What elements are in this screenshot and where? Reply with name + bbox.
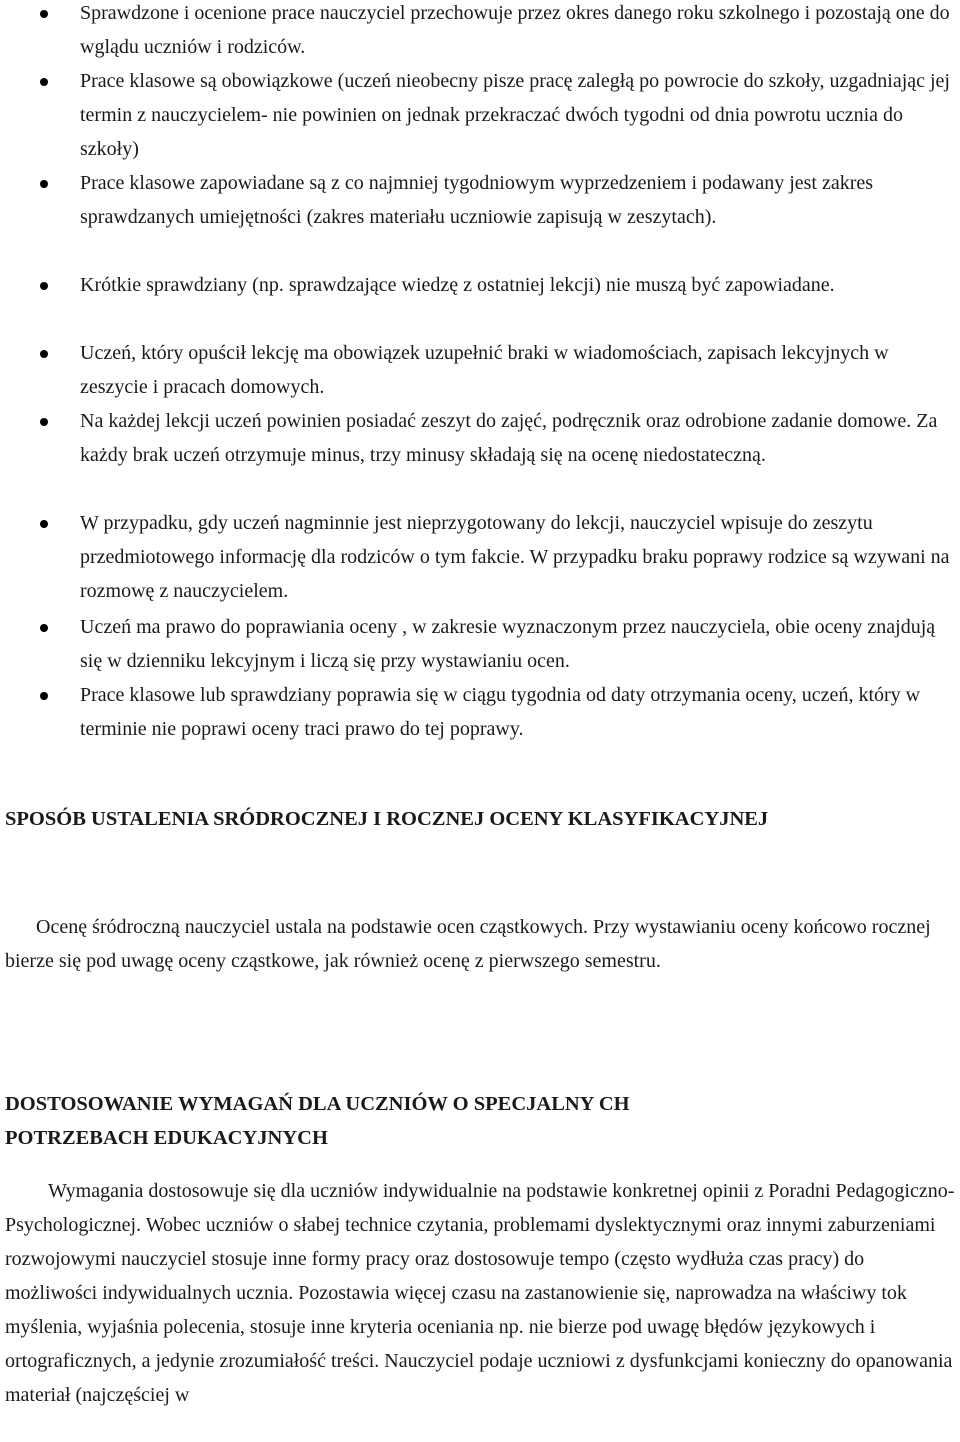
bullet-icon bbox=[40, 282, 48, 290]
bullet-icon bbox=[40, 692, 48, 700]
paragraph-special-needs: Wymagania dostosowuje się dla uczniów indywidualnie na podstawie konkretnej opinii z Poradni Pedagogiczno-Psychologicznej. Wobec uczniów o słabej technice czytania, problemami dyslektycznymi oraz innymi zaburzeniami rozwojowymi nauczyciel stosuje inne formy pracy oraz dostosowuje tempo (często wydłuża czas pracy) do możliwości indywidualnych ucznia. Pozostawia więcej czasu na zastanowienie się, naprowadza na właściwy tok myślenia, wyjaśnia polecenia, stosuje inne kryteria oceniania np. nie bierze pod uwagę błędów językowych i ortograficznych, a jedynie zrozumiałość treści. Nauczyciel podaje uczniowi z dysfunkcjami konieczny do opanowania materiał (najczęściej w bbox=[5, 1180, 955, 1406]
paragraph-classification: Ocenę śródroczną nauczyciel ustala na podstawie ocen cząstkowych. Przy wystawianiu oceny końcowo rocznej bierze się pod uwagę oceny cząstkowe, jak również ocenę z pierwszego semestru. bbox=[5, 916, 931, 972]
list-item-text: Uczeń, który opuścił lekcję ma obowiązek uzupełnić braki w wiadomościach, zapisach lekcyjnych w zeszycie i pracach domowych. bbox=[80, 342, 889, 398]
section-heading-special-needs-line2: POTRZEBACH EDUKACYJNYCH bbox=[5, 1127, 328, 1149]
list-item-text: Prace klasowe zapowiadane są z co najmniej tygodniowym wyprzedzeniem i podawany jest zakres sprawdzanych umiejętności (zakres materiału uczniowie zapisują w zeszytach). bbox=[80, 172, 874, 228]
list-item-text: Prace klasowe są obowiązkowe (uczeń nieobecny pisze pracę zaległą po powrocie do szkoły, uzgadniając jej termin z nauczycielem- nie powinien on jednak przekraczać dwóch tygodni od dnia powrotu ucznia do szkoły) bbox=[80, 70, 950, 160]
list-item-text: Sprawdzone i ocenione prace nauczyciel przechowuje przez okres danego roku szkolnego i pozostają one do wglądu uczniów i rodziców. bbox=[80, 2, 950, 58]
bullet-icon bbox=[40, 418, 48, 426]
list-item-text: Uczeń ma prawo do poprawiania oceny , w zakresie wyznaczonym przez nauczyciela, obie oceny znajdują się w dzienniku lekcyjnym i liczą się przy wystawianiu ocen. bbox=[80, 616, 936, 672]
section-heading-special-needs-line1: DOSTOSOWANIE WYMAGAŃ DLA UCZNIÓW O SPECJALNY CH bbox=[5, 1093, 630, 1115]
bullet-icon bbox=[40, 624, 48, 632]
list-item-text: Krótkie sprawdziany (np. sprawdzające wiedzę z ostatniej lekcji) nie muszą być zapowiadane. bbox=[80, 274, 835, 296]
list-item-text: Prace klasowe lub sprawdziany poprawia się w ciągu tygodnia od daty otrzymania oceny, uczeń, który w terminie nie poprawi oceny traci prawo do tej poprawy. bbox=[80, 684, 921, 740]
bullet-icon bbox=[40, 350, 48, 358]
bullet-icon bbox=[40, 78, 48, 86]
bullet-icon bbox=[40, 520, 48, 528]
list-item-text: Na każdej lekcji uczeń powinien posiadać zeszyt do zajęć, podręcznik oraz odrobione zadanie domowe. Za każdy brak uczeń otrzymuje minus, trzy minusy składają się na ocenę niedostateczną. bbox=[80, 410, 938, 466]
bullet-icon bbox=[40, 180, 48, 188]
bullet-icon bbox=[40, 10, 48, 18]
list-item-text: W przypadku, gdy uczeń nagminnie jest nieprzygotowany do lekcji, nauczyciel wpisuje do zeszytu przedmiotowego informację dla rodziców o tym fakcie. W przypadku braku poprawy rodzice są wzywani na rozmowę z nauczycielem. bbox=[80, 512, 950, 602]
section-heading-classification: SPOSÓB USTALENIA SRÓDROCZNEJ I ROCZNEJ OCENY KLASYFIKACYJNEJ bbox=[5, 808, 769, 830]
